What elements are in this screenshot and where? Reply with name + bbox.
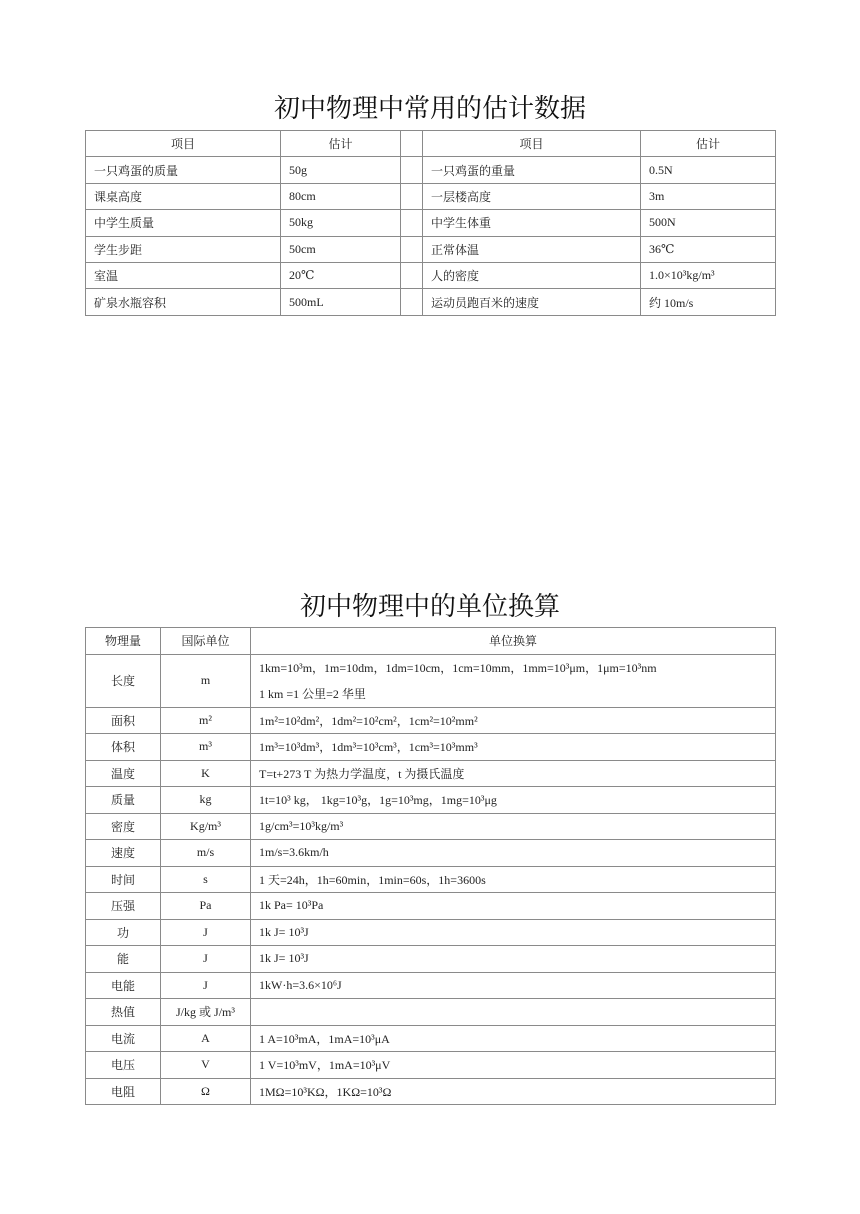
unit-cell: m²: [161, 707, 251, 734]
conversion-cell: 1k Pa= 10³Pa: [251, 893, 776, 920]
spacer-cell: [401, 210, 423, 236]
quantity-cell: 时间: [86, 866, 161, 893]
header-spacer: [401, 131, 423, 157]
table-row: [86, 236, 776, 262]
value-cell: 3m: [641, 183, 776, 209]
quantity-cell: 密度: [86, 813, 161, 840]
table-row: [86, 972, 776, 999]
header-item: 项目: [423, 131, 641, 157]
item-cell: 中学生质量: [86, 210, 281, 236]
quantity-cell: 温度: [86, 760, 161, 787]
item-cell: 课桌高度: [86, 183, 281, 209]
item-cell: 矿泉水瓶容积: [86, 289, 281, 315]
value-cell: 约 10m/s: [641, 289, 776, 315]
spacer-cell: [401, 262, 423, 288]
unit-cell: V: [161, 1052, 251, 1079]
unit-cell: K: [161, 760, 251, 787]
unit-cell: J: [161, 946, 251, 973]
value-cell: 500mL: [281, 289, 401, 315]
value-cell: 500N: [641, 210, 776, 236]
unit-cell: m³: [161, 734, 251, 761]
table-row: [86, 707, 776, 734]
spacer-cell: [401, 183, 423, 209]
table-row: [86, 654, 776, 707]
value-cell: 36℃: [641, 236, 776, 262]
value-cell: 50cm: [281, 236, 401, 262]
conversion-cell: [251, 999, 776, 1026]
spacer-cell: [401, 236, 423, 262]
estimate-title: 初中物理中常用的估计数据: [273, 94, 586, 124]
quantity-cell: 电压: [86, 1052, 161, 1079]
table-row: [86, 262, 776, 288]
header-quantity: 物理量: [86, 628, 161, 655]
table-row: [86, 946, 776, 973]
value-cell: 50g: [281, 157, 401, 183]
header-estimate: 估计: [281, 131, 401, 157]
quantity-cell: 体积: [86, 734, 161, 761]
quantity-cell: 电能: [86, 972, 161, 999]
table-row: [86, 734, 776, 761]
conversion-line: 1km=10³m，1m=10dm，1dm=10cm，1cm=10mm，1mm=10³μm，1μm=10³nm: [259, 660, 657, 675]
conversion-cell: 1 A=10³mA，1mA=10³μA: [251, 1025, 776, 1052]
quantity-cell: 能: [86, 946, 161, 973]
quantity-cell: 电阻: [86, 1078, 161, 1105]
unit-cell: Kg/m³: [161, 813, 251, 840]
unit-cell: m: [161, 654, 251, 707]
unit-cell: m/s: [161, 840, 251, 867]
table-row: [86, 813, 776, 840]
table-row: [86, 1025, 776, 1052]
header-si-unit: 国际单位: [161, 628, 251, 655]
unit-cell: J: [161, 919, 251, 946]
conversion-cell: 1k J= 10³J: [251, 946, 776, 973]
conversion-header-row: [86, 628, 776, 655]
conversion-line: 1 km =1 公里=2 华里: [259, 686, 366, 701]
table-row: [86, 157, 776, 183]
unit-cell: A: [161, 1025, 251, 1052]
conversion-cell: 1g/cm³=10³kg/m³: [251, 813, 776, 840]
unit-cell: s: [161, 866, 251, 893]
unit-cell: Pa: [161, 893, 251, 920]
item-cell: 学生步距: [86, 236, 281, 262]
estimate-header-row: [86, 131, 776, 157]
quantity-cell: 电流: [86, 1025, 161, 1052]
table-row: [86, 840, 776, 867]
quantity-cell: 面积: [86, 707, 161, 734]
conversion-cell: 1kW·h=3.6×10⁶J: [251, 972, 776, 999]
unit-cell: kg: [161, 787, 251, 814]
item-cell: 一只鸡蛋的质量: [86, 157, 281, 183]
table-row: [86, 893, 776, 920]
item-cell: 运动员跑百米的速度: [423, 289, 641, 315]
conversion-cell: 1m³=10³dm³，1dm³=10³cm³，1cm³=10³mm³: [251, 734, 776, 761]
item-cell: 人的密度: [423, 262, 641, 288]
table-row: [86, 1078, 776, 1105]
conversion-table: [85, 627, 776, 1105]
table-row: [86, 787, 776, 814]
quantity-cell: 速度: [86, 840, 161, 867]
conversion-cell: T=t+273 T 为热力学温度，t 为摄氏温度: [251, 760, 776, 787]
header-conversion: 单位换算: [251, 628, 776, 655]
estimate-table: [85, 130, 776, 316]
item-cell: 正常体温: [423, 236, 641, 262]
quantity-cell: 压强: [86, 893, 161, 920]
spacer-cell: [401, 157, 423, 183]
value-cell: 0.5N: [641, 157, 776, 183]
item-cell: 一层楼高度: [423, 183, 641, 209]
value-cell: 80cm: [281, 183, 401, 209]
conversion-cell: 1MΩ=10³KΩ，1KΩ=10³Ω: [251, 1078, 776, 1105]
table-row: [86, 289, 776, 315]
value-cell: 50kg: [281, 210, 401, 236]
conversion-cell: 1m/s=3.6km/h: [251, 840, 776, 867]
table-row: [86, 183, 776, 209]
spacer-cell: [401, 289, 423, 315]
quantity-cell: 长度: [86, 654, 161, 707]
quantity-cell: 质量: [86, 787, 161, 814]
value-cell: 20℃: [281, 262, 401, 288]
conversion-cell: 1t=10³ kg， 1kg=10³g，1g=10³mg，1mg=10³μg: [251, 787, 776, 814]
table-row: [86, 1052, 776, 1079]
table-row: [86, 760, 776, 787]
header-item: 项目: [86, 131, 281, 157]
table-row: [86, 210, 776, 236]
table-row: [86, 919, 776, 946]
header-estimate: 估计: [641, 131, 776, 157]
unit-cell: J: [161, 972, 251, 999]
conversion-cell: 1k J= 10³J: [251, 919, 776, 946]
unit-cell: Ω: [161, 1078, 251, 1105]
unit-cell: J/kg 或 J/m³: [161, 999, 251, 1026]
quantity-cell: 功: [86, 919, 161, 946]
conversion-title: 初中物理中的单位换算: [299, 592, 560, 622]
conversion-cell: 1 V=10³mV，1mA=10³μV: [251, 1052, 776, 1079]
conversion-cell: 1m²=10²dm²，1dm²=10²cm²，1cm²=10²mm²: [251, 707, 776, 734]
conversion-cell: [251, 654, 776, 707]
item-cell: 一只鸡蛋的重量: [423, 157, 641, 183]
quantity-cell: 热值: [86, 999, 161, 1026]
item-cell: 中学生体重: [423, 210, 641, 236]
value-cell: 1.0×10³kg/m³: [641, 262, 776, 288]
table-row: [86, 866, 776, 893]
conversion-cell: 1 天=24h，1h=60min，1min=60s，1h=3600s: [251, 866, 776, 893]
item-cell: 室温: [86, 262, 281, 288]
table-row: [86, 999, 776, 1026]
